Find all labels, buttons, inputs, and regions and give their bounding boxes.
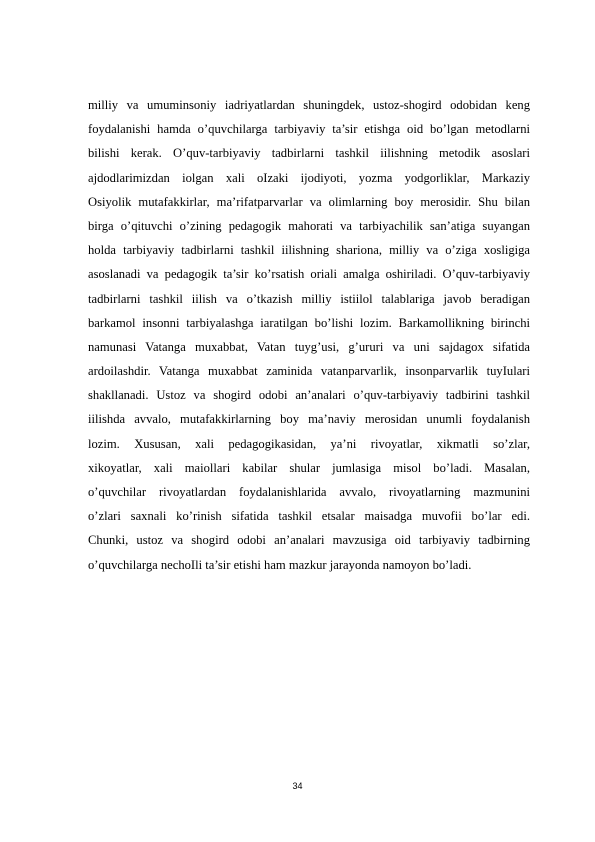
text-line: asoslanadi va pedagogik ta’sir ko’rsatish oriali amalga oshiriladi. O’quv-tarbiyaviy	[88, 267, 530, 282]
page-number: 34	[292, 781, 303, 791]
text-line: tadbirlarni tashkil iilish va o’tkazish milliy istiilol talablariga javob beradigan	[88, 291, 530, 306]
text-line: namunasi Vatanga muxabbat, Vatan tuyg’usi, g’ururi va uni sajdagox sifatida	[88, 339, 530, 354]
text-line: iilishda avvalo, mutafakkirlarning boy ma’naviy merosidan unumli foydalanish	[88, 412, 530, 427]
text-line: o’quvchilarga nechoIli ta’sir etishi ham mazkur jarayonda namoyon bo’ladi.	[88, 557, 472, 572]
text-line: foydalanishi hamda o’quvchilarga tarbiyaviy ta’sir etishga oid bo’lgan metodlarni	[88, 122, 530, 137]
text-line: milliy va umuminsoniy iadriyatlardan shuningdek, ustoz-shogird odobidan keng	[88, 98, 530, 112]
text-line: shakllanadi. Ustoz va shogird odobi an’analari o’quv-tarbiyaviy tadbirini tashkil	[88, 388, 530, 403]
text-line: xikoyatlar, xali maiollari kabilar shular jumlasiga misol bo’ladi. Masalan,	[88, 460, 530, 475]
text-line: Chunki, ustoz va shogird odobi an’analari mavzusiga oid tarbiyaviy tadbirning	[88, 533, 530, 548]
text-line: ardoilashdir. Vatanga muxabbat zaminida vatanparvarlik, insonparvarlik tuyIulari	[88, 364, 530, 379]
text-line: o’zlari saxnali ko’rinish sifatida tashkil etsalar maisadga muvofii bo’lar edi.	[88, 509, 530, 524]
text-line: holda tarbiyaviy tadbirlarni tashkil iilishning shariona, milliy va o’ziga xosligiga	[88, 243, 530, 258]
text-line: birga o’qituvchi o’zining pedagogik mahorati va tarbiyachilik san’atiga suyangan	[88, 218, 530, 233]
text-line: lozim. Xususan, xali pedagogikasidan, ya’ni rivoyatlar, xikmatli so’zlar,	[88, 436, 530, 451]
text-line: barkamol insonni tarbiyalashga iaratilgan bo’lishi lozim. Barkamollikning birinchi	[88, 315, 530, 330]
text-line: bilishi kerak. O’quv-tarbiyaviy tadbirlarni tashkil iilishning metodik asoslari	[88, 146, 530, 161]
text-line: o’quvchilar rivoyatlardan foydalanishlarida avvalo, rivoyatlarning mazmunini	[88, 485, 530, 499]
body-paragraph	[88, 93, 530, 577]
text-line: ajdodlarimizdan iolgan xali oIzaki ijodiyoti, yozma yodgorliklar, Markaziy	[88, 170, 530, 185]
text-line: Osiyolik mutafakkirlar, ma’rifatparvarlar va olimlarning boy merosidir. Shu bilan	[88, 194, 530, 209]
